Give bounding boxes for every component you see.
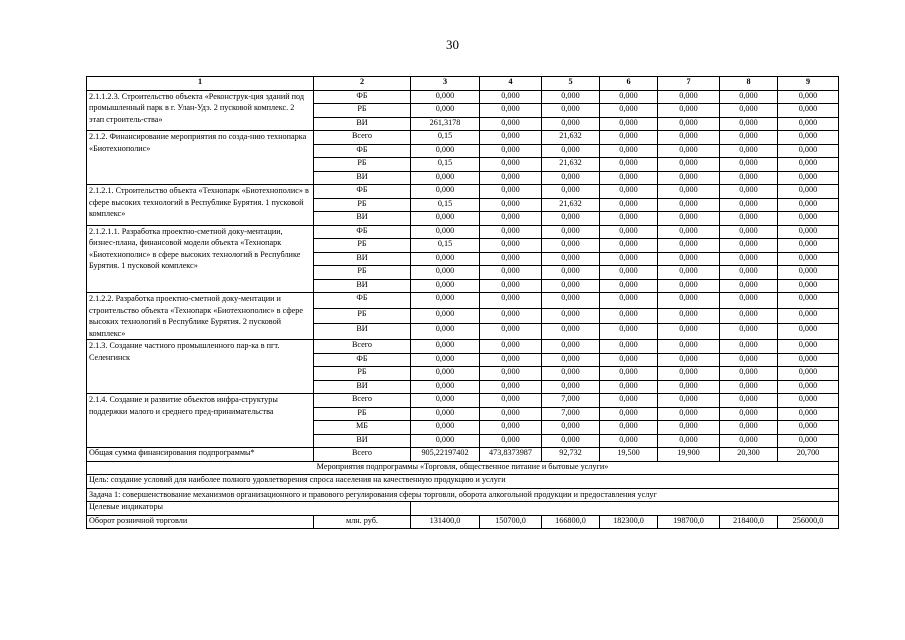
value-cell: 0,000 <box>411 353 480 367</box>
value-cell: 0,000 <box>542 171 600 185</box>
value-cell: 0,000 <box>542 353 600 367</box>
value-cell: 0,15 <box>411 239 480 253</box>
indicators-label: Целевые индикаторы <box>87 502 411 516</box>
value-cell: 0,000 <box>411 308 480 324</box>
value-cell: 0,000 <box>411 171 480 185</box>
value-cell: 0,000 <box>778 117 839 131</box>
value-cell: 0,000 <box>542 308 600 324</box>
value-cell: 7,000 <box>542 407 600 421</box>
value-cell: 0,000 <box>658 239 720 253</box>
total-value: 20,700 <box>778 448 839 462</box>
value-cell: 0,000 <box>411 367 480 381</box>
value-cell: 0,000 <box>411 212 480 226</box>
value-cell: 0,000 <box>480 198 542 212</box>
value-cell: 0,000 <box>720 421 778 435</box>
value-cell: 0,000 <box>720 324 778 340</box>
value-cell: 0,000 <box>480 239 542 253</box>
value-cell: 0,000 <box>542 380 600 394</box>
value-cell: 0,000 <box>720 279 778 293</box>
value-cell: 0,000 <box>778 407 839 421</box>
total-value: 473,8373987 <box>480 448 542 462</box>
table-row <box>87 293 839 309</box>
funding-source: РБ <box>314 308 411 324</box>
value-cell: 0,000 <box>720 117 778 131</box>
value-cell: 0,000 <box>658 158 720 172</box>
value-cell: 0,000 <box>600 90 658 104</box>
column-number: 6 <box>600 77 658 91</box>
value-cell: 0,000 <box>720 252 778 266</box>
financing-table <box>86 76 839 529</box>
value-cell: 0,000 <box>658 185 720 199</box>
empty-cell <box>411 502 839 516</box>
value-cell: 0,000 <box>658 394 720 408</box>
value-cell: 0,000 <box>600 434 658 448</box>
value-cell: 0,000 <box>720 90 778 104</box>
value-cell: 0,000 <box>542 293 600 309</box>
value-cell: 0,000 <box>411 324 480 340</box>
value-cell: 0,000 <box>542 367 600 381</box>
total-row <box>87 448 839 462</box>
value-cell: 0,000 <box>480 171 542 185</box>
value-cell: 0,000 <box>778 308 839 324</box>
value-cell: 0,000 <box>600 407 658 421</box>
value-cell: 0,000 <box>411 394 480 408</box>
measure-description: 2.1.2. Финансирование мероприятия по созда-нию технопарка «Биотехнополис» <box>87 131 314 185</box>
value-cell: 0,15 <box>411 158 480 172</box>
funding-source: ВИ <box>314 212 411 226</box>
value-cell: 0,000 <box>542 340 600 354</box>
value-cell: 0,000 <box>600 252 658 266</box>
measure-description: 2.1.4. Создание и развитие объектов инфра-структуры поддержки малого и среднего пред-принимательства <box>87 394 314 448</box>
value-cell: 0,000 <box>778 158 839 172</box>
value-cell: 0,000 <box>778 421 839 435</box>
value-cell: 0,000 <box>542 185 600 199</box>
value-cell: 0,000 <box>480 185 542 199</box>
value-cell: 0,000 <box>542 266 600 280</box>
funding-source: ВИ <box>314 117 411 131</box>
value-cell: 0,000 <box>658 340 720 354</box>
value-cell: 0,000 <box>480 421 542 435</box>
value-cell: 0,000 <box>411 434 480 448</box>
funding-source: ФБ <box>314 293 411 309</box>
table-row <box>87 185 839 199</box>
total-label: Общая сумма финансирования подпрограммы* <box>87 448 314 462</box>
value-cell: 0,15 <box>411 131 480 145</box>
value-cell: 0,000 <box>778 131 839 145</box>
measure-description: 2.1.2.2. Разработка проектно-сметной доку-ментации и строительство объекта «Технопарк «Биотехнополис» в сфере высоких технологий в Республике Бурятия. 2 пусковой комплекс» <box>87 293 314 340</box>
table-row <box>87 90 839 104</box>
value-cell: 0,000 <box>778 90 839 104</box>
value-cell: 21,632 <box>542 131 600 145</box>
total-value: 905,22197402 <box>411 448 480 462</box>
value-cell: 0,000 <box>600 239 658 253</box>
value-cell: 0,000 <box>720 353 778 367</box>
column-number: 2 <box>314 77 411 91</box>
value-cell: 0,000 <box>720 225 778 239</box>
measure-description: 2.1.1.2.3. Строительство объекта «Реконструк-ция зданий под промышленный парк в г. Улан-Удэ. 2 пусковой комплекс. 2 этап строитель-ства» <box>87 90 314 131</box>
value-cell: 0,000 <box>658 279 720 293</box>
value-cell: 0,000 <box>658 171 720 185</box>
value-cell: 0,000 <box>658 324 720 340</box>
value-cell: 0,000 <box>600 144 658 158</box>
table-header-row <box>87 77 839 91</box>
value-cell: 0,000 <box>778 225 839 239</box>
value-cell: 0,000 <box>480 279 542 293</box>
value-cell: 0,000 <box>720 266 778 280</box>
value-cell: 0,000 <box>542 279 600 293</box>
value-cell: 0,000 <box>658 131 720 145</box>
section-row <box>87 488 839 502</box>
indicator-value: 256000,0 <box>778 515 839 529</box>
value-cell: 0,000 <box>658 212 720 226</box>
value-cell: 0,000 <box>778 434 839 448</box>
value-cell: 0,000 <box>542 144 600 158</box>
page-number: 30 <box>446 37 459 52</box>
table-row <box>87 394 839 408</box>
value-cell: 0,000 <box>778 367 839 381</box>
value-cell: 0,000 <box>720 293 778 309</box>
value-cell: 0,000 <box>720 212 778 226</box>
value-cell: 0,000 <box>480 407 542 421</box>
funding-source: ВИ <box>314 252 411 266</box>
value-cell: 261,3178 <box>411 117 480 131</box>
value-cell: 0,000 <box>542 90 600 104</box>
value-cell: 0,000 <box>720 308 778 324</box>
value-cell: 0,000 <box>658 434 720 448</box>
value-cell: 0,000 <box>720 394 778 408</box>
funding-source: Всего <box>314 131 411 145</box>
value-cell: 0,000 <box>411 252 480 266</box>
goal-text: Цель: создание условий для наиболее полного удовлетворения спроса населения на качественную продукцию и услуги <box>87 475 839 489</box>
funding-source: ВИ <box>314 171 411 185</box>
value-cell: 0,000 <box>658 117 720 131</box>
indicator-value: 166800,0 <box>542 515 600 529</box>
value-cell: 0,000 <box>600 131 658 145</box>
funding-source: ВИ <box>314 380 411 394</box>
value-cell: 0,000 <box>658 198 720 212</box>
indicator-value: 198700,0 <box>658 515 720 529</box>
value-cell: 0,000 <box>411 104 480 118</box>
funding-source: МБ <box>314 421 411 435</box>
value-cell: 0,000 <box>720 380 778 394</box>
total-value: 20,300 <box>720 448 778 462</box>
value-cell: 0,000 <box>411 380 480 394</box>
measure-description: 2.1.3. Создание частного промышленного пар-ка в пгт. Селенгинск <box>87 340 314 394</box>
measure-description: 2.1.2.1.1. Разработка проектно-сметной доку-ментации, бизнес-плана, финансовой модели объекта «Технопарк «Биотехнополис» в сфере высоких технологий в Республике Бурятия. 1 пусковой комплекс» <box>87 225 314 293</box>
funding-source: РБ <box>314 367 411 381</box>
value-cell: 0,000 <box>600 117 658 131</box>
column-number: 8 <box>720 77 778 91</box>
value-cell: 0,000 <box>480 131 542 145</box>
value-cell: 0,000 <box>480 252 542 266</box>
value-cell: 0,000 <box>658 407 720 421</box>
value-cell: 0,000 <box>778 104 839 118</box>
value-cell: 0,000 <box>480 104 542 118</box>
total-value: 19,500 <box>600 448 658 462</box>
funding-source: ФБ <box>314 144 411 158</box>
value-cell: 0,000 <box>542 434 600 448</box>
column-number: 3 <box>411 77 480 91</box>
value-cell: 0,000 <box>480 225 542 239</box>
funding-source: РБ <box>314 266 411 280</box>
funding-source: ФБ <box>314 185 411 199</box>
value-cell: 0,000 <box>658 367 720 381</box>
total-value: 19,900 <box>658 448 720 462</box>
indicator-value: 218400,0 <box>720 515 778 529</box>
funding-source: Всего <box>314 448 411 462</box>
value-cell: 0,000 <box>411 185 480 199</box>
value-cell: 0,000 <box>658 353 720 367</box>
value-cell: 0,000 <box>720 198 778 212</box>
value-cell: 0,000 <box>542 252 600 266</box>
indicator-unit: млн. руб. <box>314 515 411 529</box>
value-cell: 0,000 <box>542 324 600 340</box>
funding-source: ФБ <box>314 353 411 367</box>
value-cell: 0,000 <box>542 239 600 253</box>
value-cell: 0,000 <box>480 367 542 381</box>
column-number: 4 <box>480 77 542 91</box>
value-cell: 0,000 <box>542 212 600 226</box>
value-cell: 0,000 <box>600 394 658 408</box>
value-cell: 0,000 <box>658 90 720 104</box>
value-cell: 0,000 <box>480 117 542 131</box>
funding-source: РБ <box>314 198 411 212</box>
value-cell: 0,000 <box>480 266 542 280</box>
total-value: 92,732 <box>542 448 600 462</box>
value-cell: 7,000 <box>542 394 600 408</box>
table-row <box>87 225 839 239</box>
indicator-row <box>87 515 839 529</box>
indicator-value: 182300,0 <box>600 515 658 529</box>
value-cell: 0,000 <box>720 144 778 158</box>
value-cell: 0,000 <box>600 293 658 309</box>
value-cell: 0,000 <box>480 308 542 324</box>
value-cell: 0,000 <box>658 293 720 309</box>
funding-source: ВИ <box>314 279 411 293</box>
value-cell: 0,000 <box>720 104 778 118</box>
value-cell: 0,000 <box>600 367 658 381</box>
value-cell: 0,000 <box>600 421 658 435</box>
value-cell: 0,000 <box>600 225 658 239</box>
value-cell: 0,000 <box>778 394 839 408</box>
funding-source: Всего <box>314 394 411 408</box>
value-cell: 0,000 <box>600 158 658 172</box>
value-cell: 0,000 <box>411 407 480 421</box>
table-row <box>87 340 839 354</box>
value-cell: 21,632 <box>542 158 600 172</box>
value-cell: 0,000 <box>480 158 542 172</box>
value-cell: 0,000 <box>658 225 720 239</box>
value-cell: 0,000 <box>720 407 778 421</box>
table-row <box>87 131 839 145</box>
value-cell: 0,000 <box>411 144 480 158</box>
value-cell: 0,000 <box>600 308 658 324</box>
value-cell: 0,000 <box>600 185 658 199</box>
indicator-name: Оборот розничной торговли <box>87 515 314 529</box>
value-cell: 0,000 <box>480 212 542 226</box>
value-cell: 0,000 <box>600 171 658 185</box>
value-cell: 0,000 <box>720 158 778 172</box>
value-cell: 0,000 <box>600 353 658 367</box>
indicator-value: 150700,0 <box>480 515 542 529</box>
value-cell: 0,15 <box>411 198 480 212</box>
funding-source: РБ <box>314 158 411 172</box>
value-cell: 0,000 <box>411 340 480 354</box>
value-cell: 0,000 <box>411 421 480 435</box>
value-cell: 0,000 <box>600 340 658 354</box>
funding-source: ФБ <box>314 90 411 104</box>
funding-source: РБ <box>314 407 411 421</box>
indicator-value: 131400,0 <box>411 515 480 529</box>
value-cell: 0,000 <box>480 293 542 309</box>
value-cell: 0,000 <box>658 380 720 394</box>
value-cell: 0,000 <box>658 308 720 324</box>
value-cell: 0,000 <box>720 239 778 253</box>
value-cell: 0,000 <box>778 380 839 394</box>
value-cell: 0,000 <box>600 279 658 293</box>
value-cell: 0,000 <box>720 434 778 448</box>
value-cell: 0,000 <box>411 279 480 293</box>
measure-description: 2.1.2.1. Строительство объекта «Технопарк «Биотехнополис» в сфере высоких технологий в Республике Бурятия. 1 пусковой комплекс» <box>87 185 314 226</box>
value-cell: 0,000 <box>778 353 839 367</box>
value-cell: 0,000 <box>720 367 778 381</box>
value-cell: 0,000 <box>542 117 600 131</box>
value-cell: 0,000 <box>480 353 542 367</box>
value-cell: 21,632 <box>542 198 600 212</box>
section-row <box>87 502 839 516</box>
value-cell: 0,000 <box>720 131 778 145</box>
value-cell: 0,000 <box>480 394 542 408</box>
value-cell: 0,000 <box>600 104 658 118</box>
value-cell: 0,000 <box>658 104 720 118</box>
funding-source: РБ <box>314 104 411 118</box>
value-cell: 0,000 <box>600 266 658 280</box>
value-cell: 0,000 <box>778 185 839 199</box>
value-cell: 0,000 <box>480 90 542 104</box>
value-cell: 0,000 <box>542 225 600 239</box>
value-cell: 0,000 <box>720 171 778 185</box>
funding-source: ВИ <box>314 324 411 340</box>
task-text: Задача 1: совершенствование механизмов организационного и правового регулирования сферы торговли, оборота алкогольной продукции и предоставления услуг <box>87 488 839 502</box>
value-cell: 0,000 <box>778 212 839 226</box>
value-cell: 0,000 <box>658 252 720 266</box>
funding-source: ВИ <box>314 434 411 448</box>
value-cell: 0,000 <box>411 90 480 104</box>
column-number: 5 <box>542 77 600 91</box>
value-cell: 0,000 <box>778 279 839 293</box>
value-cell: 0,000 <box>480 380 542 394</box>
column-number: 7 <box>658 77 720 91</box>
value-cell: 0,000 <box>778 324 839 340</box>
value-cell: 0,000 <box>778 252 839 266</box>
value-cell: 0,000 <box>542 421 600 435</box>
value-cell: 0,000 <box>658 266 720 280</box>
value-cell: 0,000 <box>778 340 839 354</box>
value-cell: 0,000 <box>411 293 480 309</box>
value-cell: 0,000 <box>600 324 658 340</box>
value-cell: 0,000 <box>411 225 480 239</box>
value-cell: 0,000 <box>778 198 839 212</box>
value-cell: 0,000 <box>600 198 658 212</box>
subprogram-title: Мероприятия подпрограммы «Торговля, общественное питание и бытовые услуги» <box>87 461 839 475</box>
column-number: 1 <box>87 77 314 91</box>
section-row <box>87 461 839 475</box>
funding-source: РБ <box>314 239 411 253</box>
value-cell: 0,000 <box>778 144 839 158</box>
value-cell: 0,000 <box>600 212 658 226</box>
funding-source: ФБ <box>314 225 411 239</box>
column-number: 9 <box>778 77 839 91</box>
value-cell: 0,000 <box>778 171 839 185</box>
value-cell: 0,000 <box>658 144 720 158</box>
value-cell: 0,000 <box>480 434 542 448</box>
value-cell: 0,000 <box>480 340 542 354</box>
value-cell: 0,000 <box>600 380 658 394</box>
value-cell: 0,000 <box>778 239 839 253</box>
value-cell: 0,000 <box>720 185 778 199</box>
value-cell: 0,000 <box>778 266 839 280</box>
funding-source: Всего <box>314 340 411 354</box>
value-cell: 0,000 <box>411 266 480 280</box>
section-row <box>87 475 839 489</box>
value-cell: 0,000 <box>480 144 542 158</box>
value-cell: 0,000 <box>542 104 600 118</box>
value-cell: 0,000 <box>480 324 542 340</box>
value-cell: 0,000 <box>720 340 778 354</box>
value-cell: 0,000 <box>778 293 839 309</box>
value-cell: 0,000 <box>658 421 720 435</box>
